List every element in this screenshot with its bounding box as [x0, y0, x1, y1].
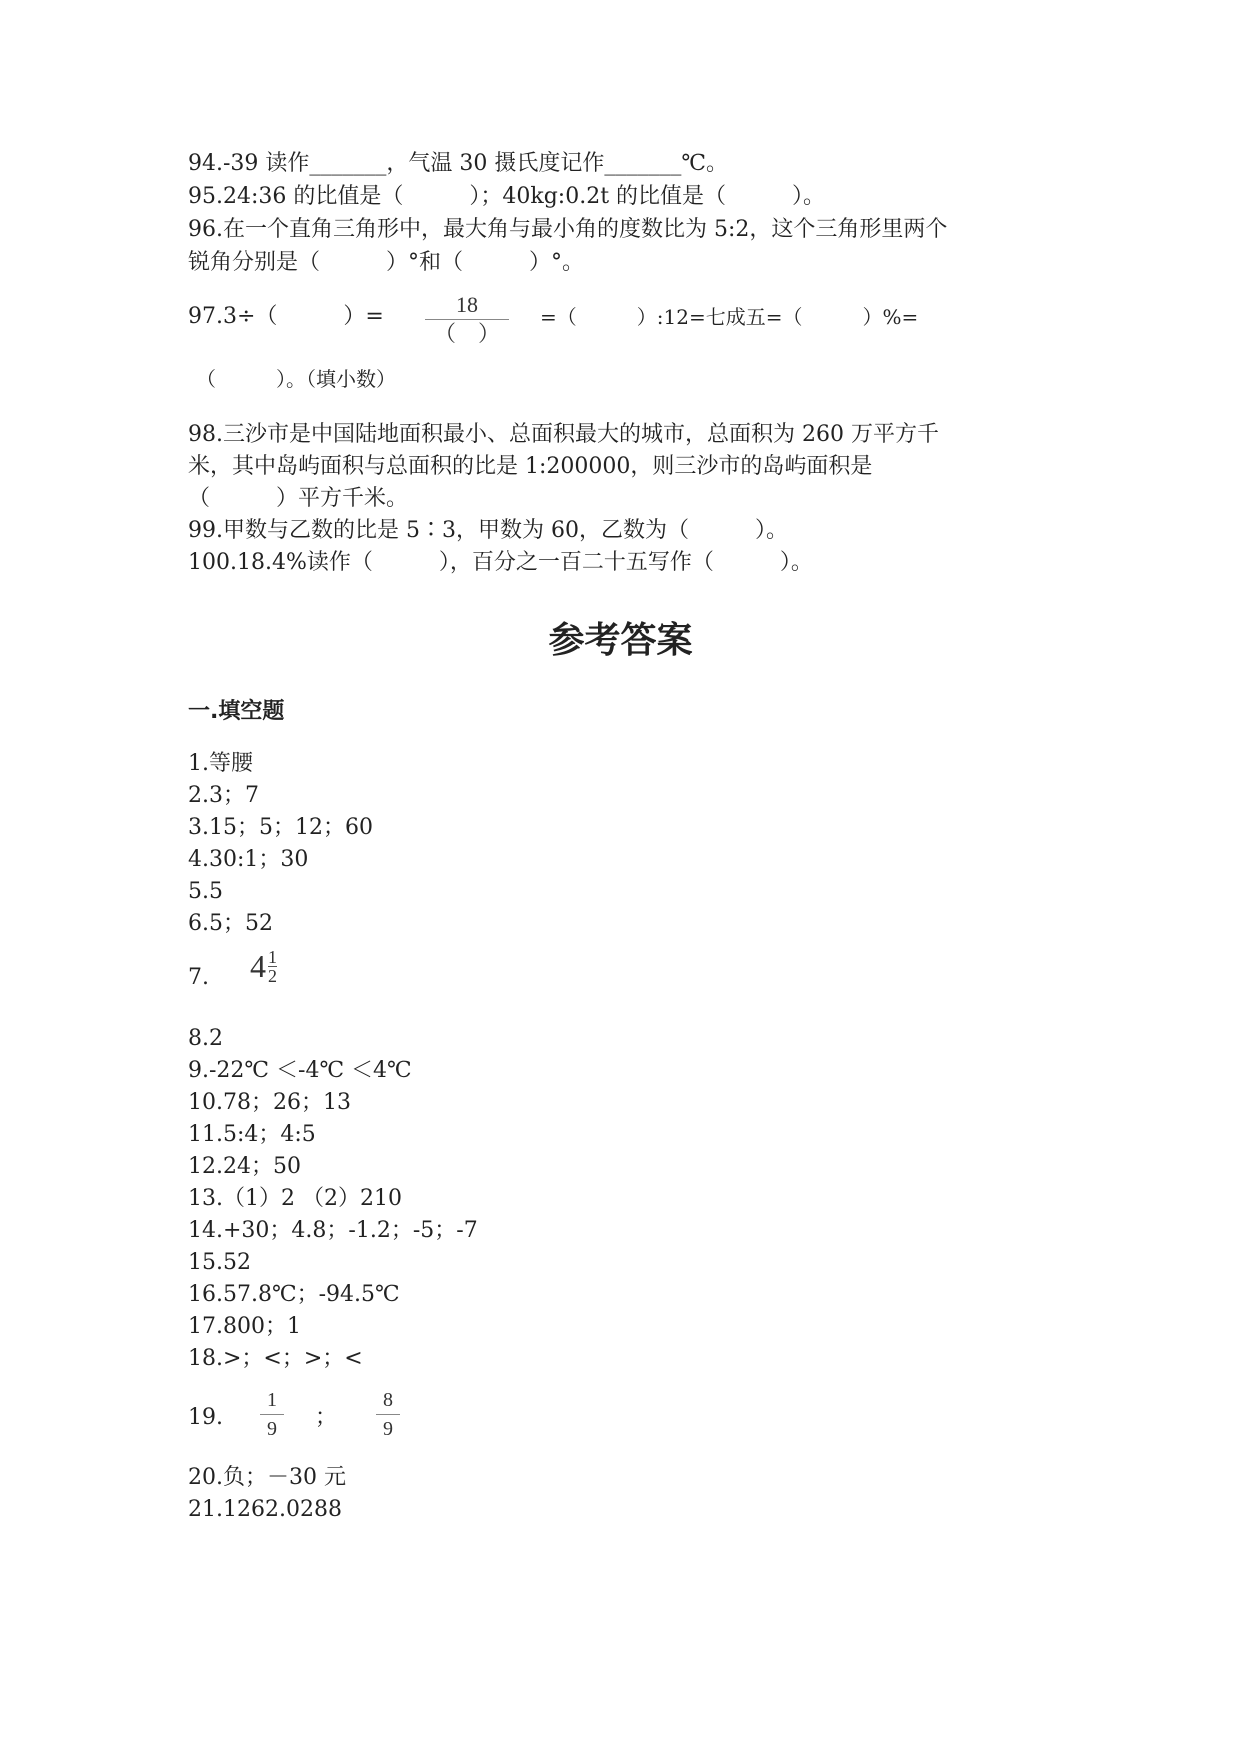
answer-18: 18.>；<；>；< [188, 1346, 363, 1371]
answer-19-fraction-2 [376, 1388, 400, 1441]
mixed-numerator: 1 [268, 947, 277, 967]
answer-4: 4.30:1；30 [188, 847, 309, 872]
fraction-bar [425, 319, 509, 320]
answer-5: 5.5 [188, 879, 223, 904]
answer-9: 9.-22℃ ＜-4℃ ＜4℃ [188, 1058, 412, 1083]
question-98-line3: （ ）平方千米。 [188, 486, 409, 511]
question-96-line1: 96.在一个直角三角形中，最大角与最小角的度数比为 5:2，这个三角形里两个 [188, 217, 948, 242]
fraction-denominator: （ ） [433, 321, 500, 346]
question-100: 100.18.4%读作（ ），百分之一百二十五写作（ ）。 [188, 550, 813, 575]
answer-19-fraction-1 [260, 1388, 284, 1441]
answer-16: 16.57.8℃；-94.5℃ [188, 1282, 400, 1307]
mixed-denominator: 2 [268, 966, 277, 986]
fraction-denominator: 9 [383, 1418, 393, 1440]
question-97-part1: 97.3÷（ ）= [188, 304, 384, 329]
mixed-whole: 4 [250, 948, 266, 984]
answer-17: 17.800；1 [188, 1314, 301, 1339]
answer-7-label: 7. [188, 965, 209, 990]
answer-13: 13.（1）2 （2）210 [188, 1186, 402, 1211]
fraction-bar [376, 1414, 400, 1415]
answer-6: 6.5；52 [188, 911, 273, 936]
question-97-part3: （ ）。（填小数） [196, 367, 396, 391]
answer-10: 10.78；26；13 [188, 1090, 351, 1115]
fraction-numerator: 8 [383, 1389, 393, 1411]
question-97-part2: =（ ）:12=七成五=（ ）%= [540, 305, 919, 329]
question-96-line2: 锐角分别是（ ）°和（ ）°。 [188, 250, 585, 275]
question-98-line2: 米，其中岛屿面积与总面积的比是 1:200000，则三沙市的岛屿面积是 [188, 454, 873, 479]
answer-12: 12.24；50 [188, 1154, 301, 1179]
answer-3: 3.15；5；12；60 [188, 815, 373, 840]
question-97-fraction [425, 293, 509, 346]
answer-21: 21.1262.0288 [188, 1497, 342, 1522]
section-heading: 一.填空题 [188, 699, 285, 724]
answer-19-label: 19. [188, 1405, 223, 1430]
question-95: 95.24:36 的比值是（ ）；40kg:0.2t 的比值是（ ）。 [188, 184, 826, 209]
fraction-numerator: 1 [267, 1389, 277, 1411]
answer-1: 1.等腰 [188, 751, 253, 776]
fraction-numerator: 18 [456, 292, 478, 317]
mixed-fraction [268, 948, 277, 985]
question-94: 94.-39 读作_______，气温 30 摄氏度记作_______℃。 [188, 151, 728, 176]
answers-title: 参考答案 [548, 620, 693, 661]
answer-14: 14.+30；4.8；-1.2；-5；-7 [188, 1218, 478, 1243]
question-99: 99.甲数与乙数的比是 5∶3，甲数为 60，乙数为（ ）。 [188, 518, 788, 543]
answer-8: 8.2 [188, 1026, 223, 1051]
answer-19-separator: ； [315, 1405, 338, 1430]
fraction-denominator: 9 [267, 1418, 277, 1440]
answer-20: 20.负；－30 元 [188, 1465, 346, 1490]
question-98-line1: 98.三沙市是中国陆地面积最小、总面积最大的城市，总面积为 260 万平方千 [188, 422, 939, 447]
answer-15: 15.52 [188, 1250, 251, 1275]
answer-7-mixed-number [250, 948, 277, 985]
answer-2: 2.3；7 [188, 783, 259, 808]
fraction-bar [260, 1414, 284, 1415]
answer-11: 11.5:4；4:5 [188, 1122, 316, 1147]
